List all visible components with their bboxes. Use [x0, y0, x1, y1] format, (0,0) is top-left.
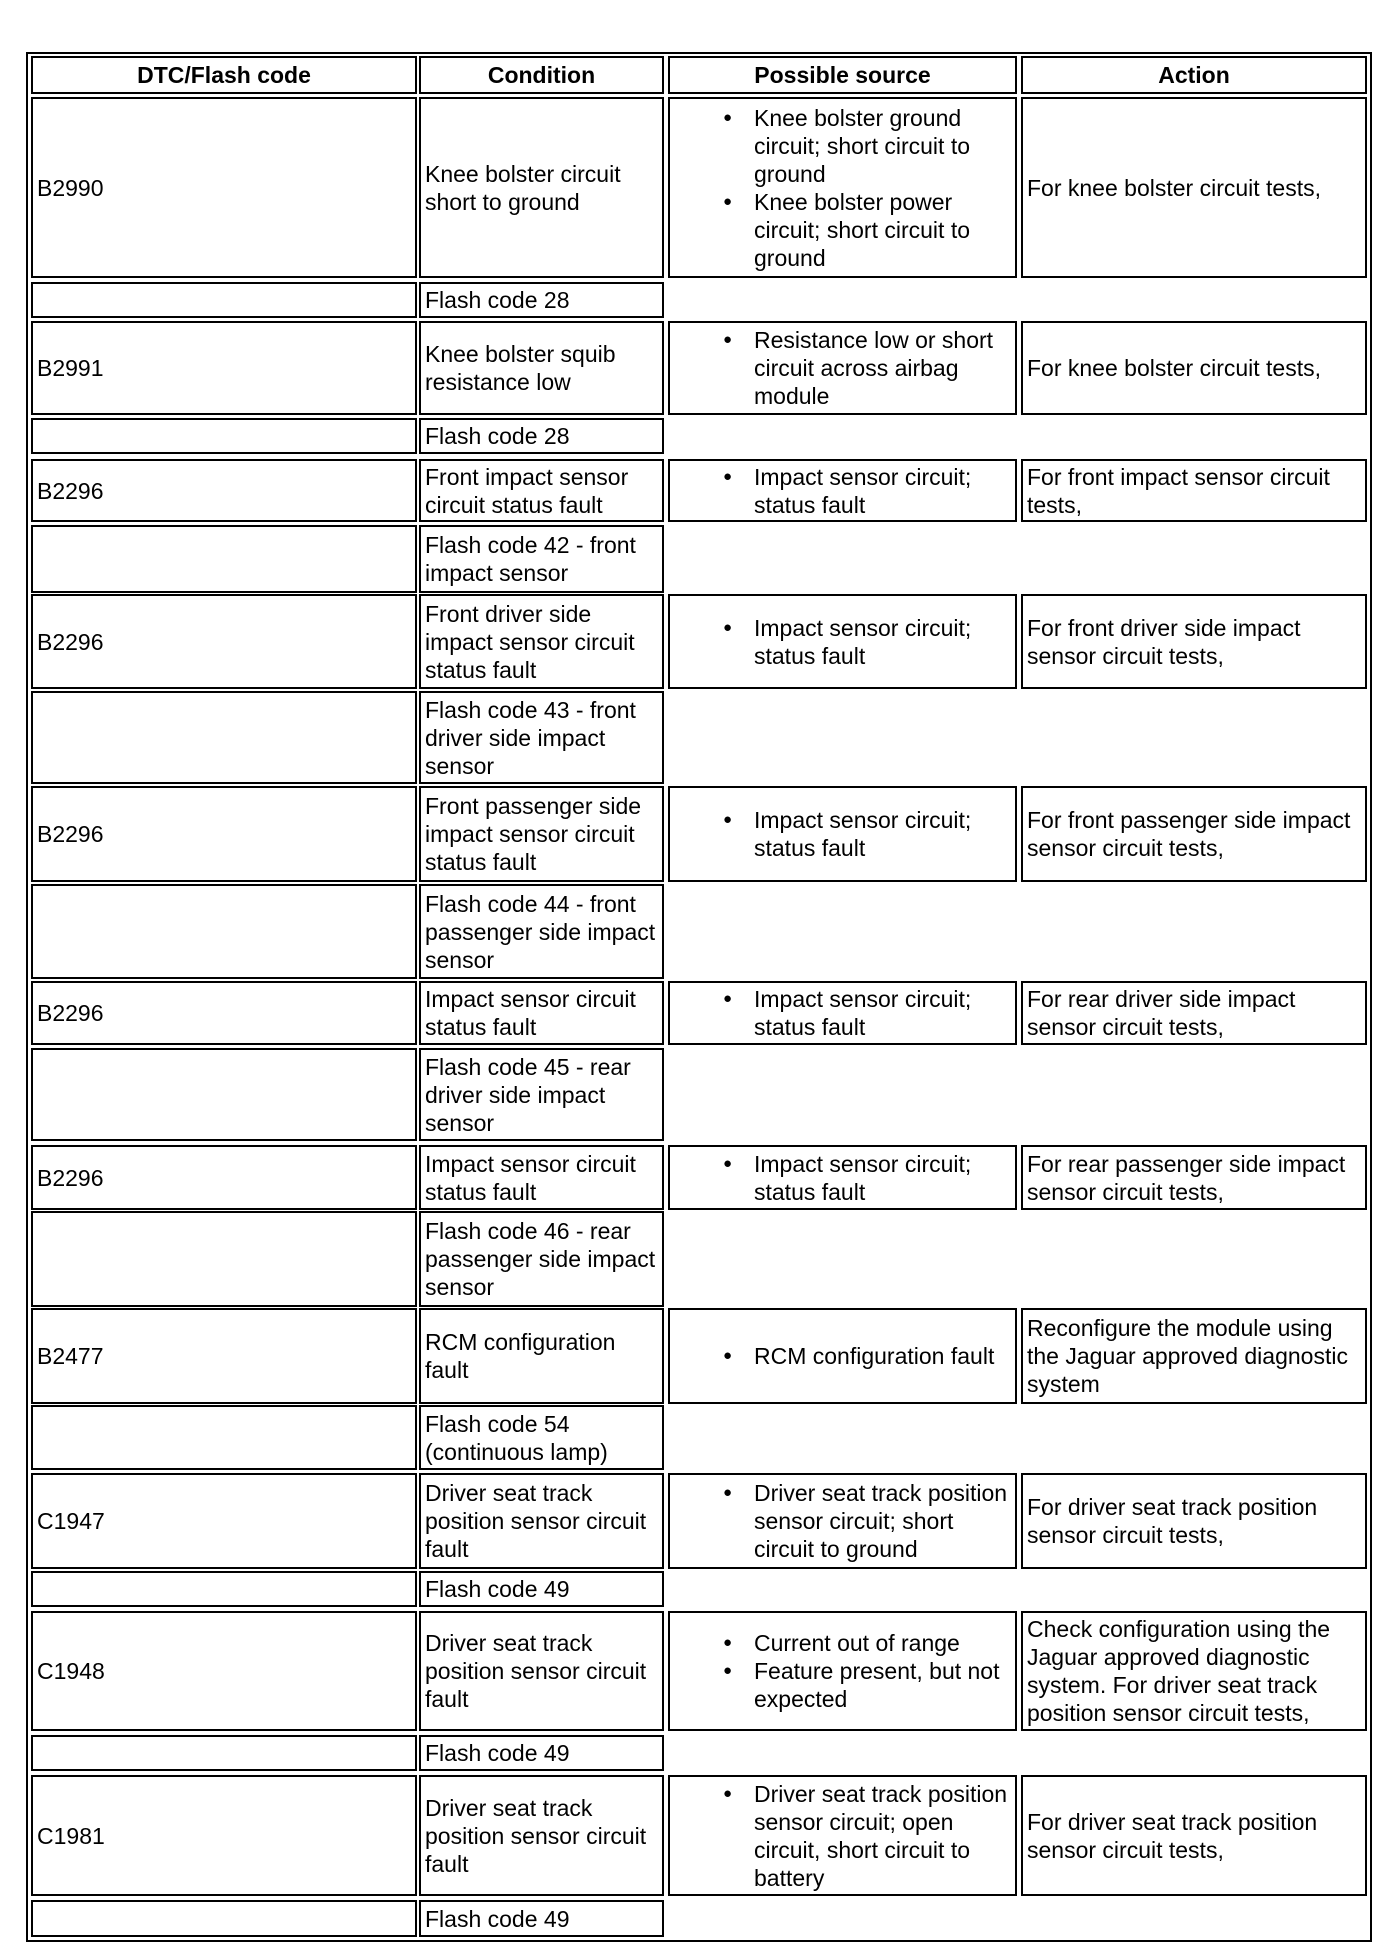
- column-header: Condition: [419, 56, 664, 94]
- possible-source-item: ● Resistance low or short circuit across airbag module: [670, 326, 1011, 410]
- condition-cell: Driver seat track position sensor circuit fault: [419, 1473, 664, 1569]
- action-cell: For rear driver side impact sensor circuit tests,: [1021, 981, 1367, 1045]
- dtc-code-cell: [31, 884, 417, 979]
- possible-source-list: [670, 1479, 1011, 1563]
- possible-source-list: [670, 985, 1011, 1041]
- possible-source-item: ● Impact sensor circuit; status fault: [670, 463, 1011, 519]
- dtc-code-cell: B2296: [31, 1145, 417, 1210]
- condition-cell: Driver seat track position sensor circuit fault: [419, 1611, 664, 1731]
- action-cell: For front impact sensor circuit tests,: [1021, 459, 1367, 522]
- possible-source-item: ● Knee bolster power circuit; short circuit to ground: [670, 188, 1011, 272]
- action-cell: For rear passenger side impact sensor circuit tests,: [1021, 1145, 1367, 1210]
- flash-code-cell: Flash code 46 - rear passenger side impact sensor: [419, 1211, 664, 1307]
- flash-code-cell: Flash code 49: [419, 1735, 664, 1771]
- possible-source-list: [670, 326, 1011, 410]
- dtc-code-cell: [31, 282, 417, 318]
- possible-source-cell: [668, 97, 1017, 278]
- possible-source-cell: [668, 1308, 1017, 1404]
- condition-cell: Front passenger side impact sensor circuit status fault: [419, 786, 664, 882]
- dtc-code-cell: B2477: [31, 1308, 417, 1404]
- possible-source-cell: [668, 594, 1017, 689]
- flash-code-cell: Flash code 42 - front impact sensor: [419, 525, 664, 593]
- possible-source-list: [670, 614, 1011, 670]
- flash-code-cell: Flash code 43 - front driver side impact sensor: [419, 691, 664, 784]
- column-header: Possible source: [668, 56, 1017, 94]
- possible-source-item: ● Impact sensor circuit; status fault: [670, 614, 1011, 670]
- condition-cell: Knee bolster squib resistance low: [419, 321, 664, 415]
- action-cell: Check configuration using the Jaguar approved diagnostic system. For driver seat track position sensor circuit tests,: [1021, 1611, 1367, 1731]
- condition-cell: Impact sensor circuit status fault: [419, 1145, 664, 1210]
- possible-source-cell: [668, 981, 1017, 1045]
- possible-source-cell: [668, 459, 1017, 522]
- dtc-code-cell: [31, 1405, 417, 1470]
- dtc-code-cell: [31, 1571, 417, 1607]
- possible-source-cell: [668, 1775, 1017, 1896]
- condition-cell: Front driver side impact sensor circuit status fault: [419, 594, 664, 689]
- dtc-code-cell: B2296: [31, 981, 417, 1045]
- column-header: Action: [1021, 56, 1367, 94]
- possible-source-item: ● Current out of range: [670, 1629, 1011, 1657]
- possible-source-list: [670, 806, 1011, 862]
- condition-cell: Front impact sensor circuit status fault: [419, 459, 664, 522]
- possible-source-cell: [668, 1611, 1017, 1731]
- possible-source-cell: [668, 321, 1017, 415]
- dtc-code-cell: B2296: [31, 459, 417, 522]
- dtc-code-cell: [31, 1048, 417, 1141]
- condition-cell: RCM configuration fault: [419, 1308, 664, 1404]
- dtc-code-cell: C1947: [31, 1473, 417, 1569]
- dtc-code-cell: [31, 1211, 417, 1307]
- possible-source-list: [670, 1342, 1011, 1370]
- possible-source-cell: [668, 1473, 1017, 1569]
- action-cell: For knee bolster circuit tests,: [1021, 321, 1367, 415]
- possible-source-list: [670, 1150, 1011, 1206]
- possible-source-item: ● Impact sensor circuit; status fault: [670, 1150, 1011, 1206]
- possible-source-item: ● Impact sensor circuit; status fault: [670, 806, 1011, 862]
- action-cell: For driver seat track position sensor circuit tests,: [1021, 1473, 1367, 1569]
- flash-code-cell: Flash code 44 - front passenger side impact sensor: [419, 884, 664, 979]
- flash-code-cell: Flash code 49: [419, 1900, 664, 1937]
- flash-code-cell: Flash code 45 - rear driver side impact sensor: [419, 1048, 664, 1141]
- dtc-code-cell: [31, 418, 417, 454]
- dtc-code-cell: [31, 525, 417, 593]
- dtc-code-cell: B2296: [31, 786, 417, 882]
- flash-code-cell: Flash code 54 (continuous lamp): [419, 1405, 664, 1470]
- flash-code-cell: Flash code 28: [419, 418, 664, 454]
- condition-cell: Driver seat track position sensor circuit fault: [419, 1775, 664, 1896]
- possible-source-list: [670, 463, 1011, 519]
- possible-source-list: [670, 1780, 1011, 1892]
- possible-source-item: ● Driver seat track position sensor circuit; short circuit to ground: [670, 1479, 1011, 1563]
- dtc-code-cell: B2296: [31, 594, 417, 689]
- dtc-code-cell: [31, 1900, 417, 1937]
- flash-code-cell: Flash code 49: [419, 1571, 664, 1607]
- dtc-code-cell: C1981: [31, 1775, 417, 1896]
- flash-code-cell: Flash code 28: [419, 282, 664, 318]
- possible-source-item: ● Knee bolster ground circuit; short circuit to ground: [670, 104, 1011, 188]
- possible-source-item: ● Driver seat track position sensor circuit; open circuit, short circuit to battery: [670, 1780, 1011, 1892]
- possible-source-cell: [668, 786, 1017, 882]
- action-cell: For knee bolster circuit tests,: [1021, 97, 1367, 278]
- dtc-code-cell: [31, 1735, 417, 1771]
- dtc-code-cell: C1948: [31, 1611, 417, 1731]
- possible-source-list: [670, 1629, 1011, 1713]
- dtc-code-cell: [31, 691, 417, 784]
- action-cell: For front driver side impact sensor circuit tests,: [1021, 594, 1367, 689]
- dtc-code-cell: B2991: [31, 321, 417, 415]
- possible-source-item: ● Feature present, but not expected: [670, 1657, 1011, 1713]
- possible-source-cell: [668, 1145, 1017, 1210]
- possible-source-list: [670, 104, 1011, 272]
- condition-cell: Impact sensor circuit status fault: [419, 981, 664, 1045]
- action-cell: For front passenger side impact sensor circuit tests,: [1021, 786, 1367, 882]
- condition-cell: Knee bolster circuit short to ground: [419, 97, 664, 278]
- action-cell: For driver seat track position sensor circuit tests,: [1021, 1775, 1367, 1896]
- dtc-code-cell: B2990: [31, 97, 417, 278]
- column-header: DTC/Flash code: [31, 56, 417, 94]
- action-cell: Reconfigure the module using the Jaguar approved diagnostic system: [1021, 1308, 1367, 1404]
- possible-source-item: ● Impact sensor circuit; status fault: [670, 985, 1011, 1041]
- possible-source-item: ● RCM configuration fault: [670, 1342, 1011, 1370]
